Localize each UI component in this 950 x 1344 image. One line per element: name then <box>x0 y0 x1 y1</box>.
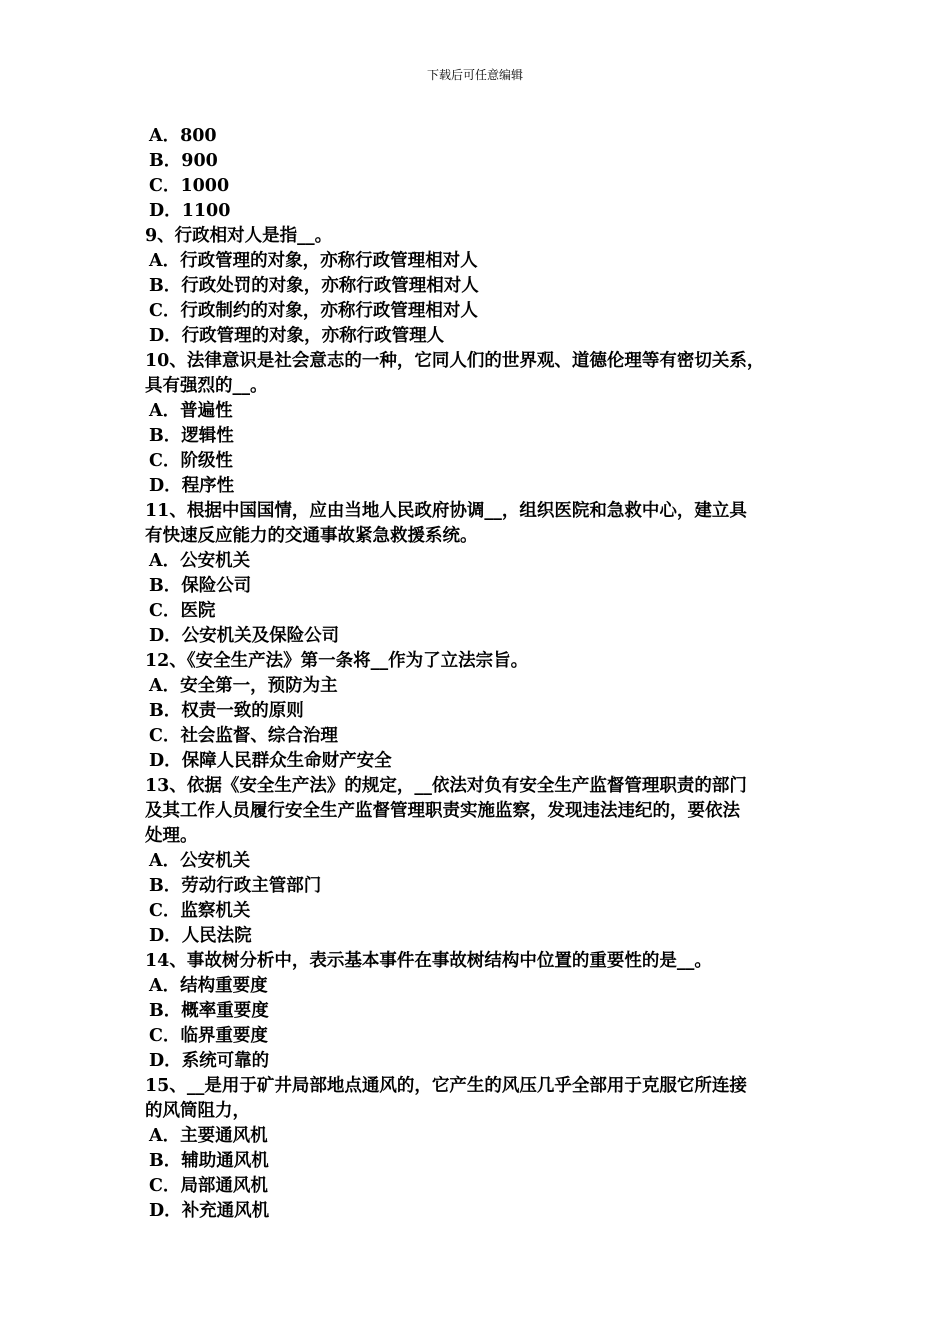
option-letter: A． <box>149 851 181 871</box>
answer-option <box>145 1049 835 1074</box>
option-letter: C． <box>149 726 181 746</box>
question-text: 12、《安全生产法》第一条将__作为了立法宗旨。 <box>145 651 529 671</box>
answer-option <box>145 749 835 774</box>
option-text: 补充通风机 <box>181 1201 270 1221</box>
option-text: 安全第一，预防为主 <box>180 676 338 696</box>
answer-option <box>145 449 835 474</box>
option-text: 行政管理的对象，亦称行政管理人 <box>181 326 445 346</box>
option-letter: B． <box>149 1001 182 1021</box>
question-text: 15、__是用于矿井局部地点通风的，它产生的风压几乎全部用于克服它所连接 <box>145 1076 747 1096</box>
option-text: 1100 <box>181 201 231 221</box>
answer-option <box>145 999 835 1024</box>
option-letter: C． <box>149 1026 181 1046</box>
answer-option <box>145 674 835 699</box>
option-letter: D． <box>149 326 182 346</box>
answer-option <box>145 549 835 574</box>
question-text: 及其工作人员履行安全生产监督管理职责实施监察，发现违法违纪的，要依法 <box>145 801 740 821</box>
option-text: 普遍性 <box>180 401 233 421</box>
option-text: 行政管理的对象，亦称行政管理相对人 <box>180 251 478 271</box>
option-letter: D． <box>149 201 182 221</box>
option-text: 临界重要度 <box>180 1026 268 1046</box>
option-letter: A． <box>149 126 181 146</box>
option-text: 公安机关及保险公司 <box>181 626 340 646</box>
answer-option <box>145 324 835 349</box>
option-text: 权责一致的原则 <box>181 701 304 721</box>
option-letter: A． <box>149 551 181 571</box>
option-text: 社会监督、综合治理 <box>180 726 338 746</box>
option-letter: C． <box>149 601 181 621</box>
option-letter: D． <box>149 476 182 496</box>
option-letter: D． <box>149 1051 182 1071</box>
option-text: 监察机关 <box>180 901 251 921</box>
question-text: 的风筒阻力， <box>145 1101 250 1121</box>
answer-option <box>145 149 835 174</box>
option-letter: B． <box>149 151 182 171</box>
answer-option <box>145 174 835 199</box>
option-letter: D． <box>149 1201 182 1221</box>
option-letter: D． <box>149 926 182 946</box>
option-letter: D． <box>149 626 182 646</box>
option-letter: D． <box>149 751 182 771</box>
option-text: 阶级性 <box>180 451 233 471</box>
option-text: 系统可靠的 <box>181 1051 270 1071</box>
option-letter: C． <box>149 901 181 921</box>
option-text: 主要通风机 <box>180 1126 268 1146</box>
option-letter: B． <box>149 1151 182 1171</box>
answer-option <box>145 724 835 749</box>
option-text: 公安机关 <box>180 551 251 571</box>
option-text: 结构重要度 <box>180 976 268 996</box>
answer-option <box>145 124 835 149</box>
option-text: 辅助通风机 <box>181 1151 269 1171</box>
option-text: 保险公司 <box>181 576 252 596</box>
page-header: 下载后可任意编辑 <box>426 68 523 82</box>
document-body <box>145 124 835 1224</box>
option-letter: A． <box>149 976 181 996</box>
question-text: 9、行政相对人是指__。 <box>145 226 333 246</box>
answer-option <box>145 274 835 299</box>
answer-option <box>145 699 835 724</box>
answer-option <box>145 1124 835 1149</box>
question-text: 11、根据中国国情，应由当地人民政府协调__，组织医院和急救中心，建立具 <box>145 501 747 521</box>
option-text: 程序性 <box>181 476 235 496</box>
option-text: 医院 <box>180 601 216 621</box>
option-text: 800 <box>180 126 217 146</box>
answer-option <box>145 299 835 324</box>
answer-option <box>145 974 835 999</box>
answer-option <box>145 1199 835 1224</box>
option-letter: B． <box>149 701 182 721</box>
option-text: 保障人民群众生命财产安全 <box>181 751 392 771</box>
answer-option <box>145 1174 835 1199</box>
question-text: 具有强烈的__。 <box>145 376 268 396</box>
answer-option <box>145 474 835 499</box>
answer-option <box>145 924 835 949</box>
option-text: 劳动行政主管部门 <box>181 876 322 896</box>
option-letter: B． <box>149 576 182 596</box>
option-letter: B． <box>149 426 182 446</box>
option-text: 概率重要度 <box>181 1001 269 1021</box>
answer-option <box>145 249 835 274</box>
answer-option <box>145 574 835 599</box>
answer-option <box>145 1024 835 1049</box>
answer-option <box>145 899 835 924</box>
question-text: 有快速反应能力的交通事故紧急救援系统。 <box>145 526 478 546</box>
question-text: 处理。 <box>145 826 198 846</box>
option-text: 900 <box>181 151 218 171</box>
question-text: 14、事故树分析中，表示基本事件在事故树结构中位置的重要性的是__。 <box>145 951 712 971</box>
option-text: 局部通风机 <box>180 1176 268 1196</box>
option-letter: C． <box>149 1176 181 1196</box>
option-letter: A． <box>149 401 181 421</box>
option-letter: A． <box>149 1126 181 1146</box>
answer-option <box>145 399 835 424</box>
option-letter: C． <box>149 176 181 196</box>
option-text: 行政处罚的对象，亦称行政管理相对人 <box>181 276 479 296</box>
option-text: 行政制约的对象，亦称行政管理相对人 <box>180 301 478 321</box>
option-letter: A． <box>149 676 181 696</box>
answer-option <box>145 624 835 649</box>
answer-option <box>145 849 835 874</box>
option-text: 人民法院 <box>181 926 252 946</box>
option-text: 公安机关 <box>180 851 251 871</box>
answer-option <box>145 599 835 624</box>
answer-option <box>145 1149 835 1174</box>
answer-option <box>145 874 835 899</box>
answer-option <box>145 424 835 449</box>
option-letter: C． <box>149 451 181 471</box>
option-letter: C． <box>149 301 181 321</box>
option-text: 逻辑性 <box>181 426 234 446</box>
option-letter: A． <box>149 251 181 271</box>
question-text: 10、法律意识是社会意志的一种，它同人们的世界观、道德伦理等有密切关系， <box>145 351 765 371</box>
question-text: 13、依据《安全生产法》的规定，__依法对负有安全生产监督管理职责的部门 <box>145 776 747 796</box>
option-letter: B． <box>149 276 182 296</box>
answer-option <box>145 199 835 224</box>
option-letter: B． <box>149 876 182 896</box>
option-text: 1000 <box>180 176 230 196</box>
